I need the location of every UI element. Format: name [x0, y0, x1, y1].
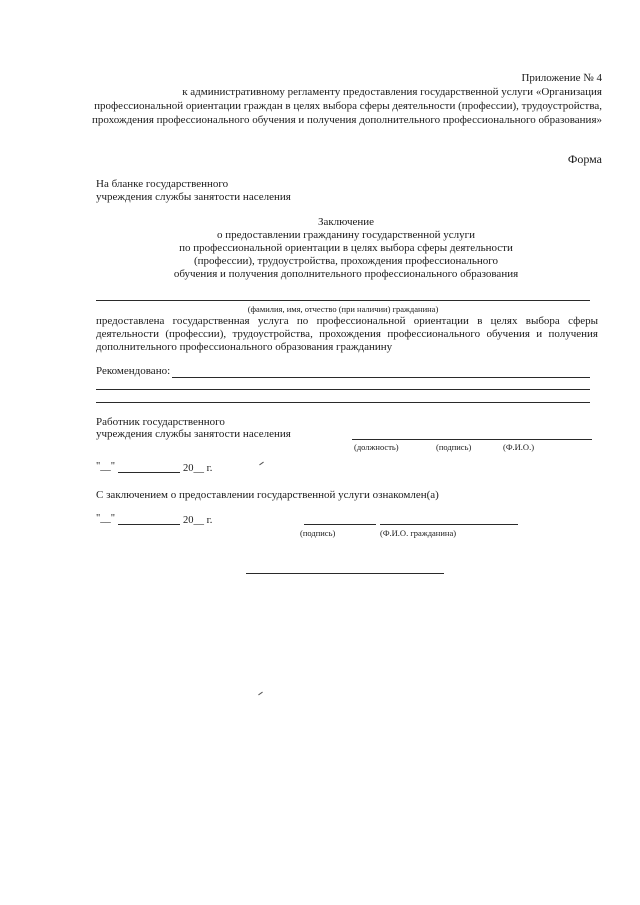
date-day: "__": [96, 461, 116, 472]
date-year: 20__ г.: [183, 463, 213, 474]
letterhead-line: На бланке государственного: [96, 178, 229, 190]
appendix-title: Приложение № 4: [521, 72, 602, 84]
worker-position-line[interactable]: [352, 439, 442, 440]
recommended-line[interactable]: [172, 377, 590, 378]
citizen-fio-caption: (Ф.И.О. гражданина): [380, 528, 457, 538]
worker-line: учреждения службы занятости населения: [96, 428, 291, 440]
recommended-label: Рекомендовано:: [96, 365, 171, 377]
recommended-line[interactable]: [96, 402, 590, 403]
conclusion-line: (профессии), трудоустройства, прохождения профессионального: [193, 255, 499, 267]
date-month-line[interactable]: [118, 472, 180, 473]
worker-line: Работник государственного: [96, 416, 225, 428]
citizen-name-line[interactable]: [96, 300, 590, 301]
date-month-line[interactable]: [118, 524, 180, 525]
recommended-line[interactable]: [96, 389, 590, 390]
conclusion-line: по профессиональной ориентации в целях выбора сферы деятельности: [179, 242, 513, 254]
body-line: дополнительного профессионального образования гражданину: [96, 341, 393, 353]
date-year: 20__ г.: [183, 515, 213, 526]
appendix-line: профессиональной ориентации граждан в целях выбора сферы деятельности (профессии), трудоустройства,: [94, 100, 602, 112]
acquainted-text: С заключением о предоставлении государственной услуги ознакомлен(а): [96, 489, 439, 501]
body-line: предоставлена государственная услуга по профессиональной ориентации в целях выбора сферы: [96, 315, 598, 327]
letterhead-line: учреждения службы занятости населения: [96, 191, 291, 203]
form-label: Форма: [567, 152, 602, 166]
date-day: "__": [96, 513, 116, 524]
conclusion-line: о предоставлении гражданину государственной услуги: [216, 229, 476, 241]
scan-speck: [259, 462, 264, 466]
citizen-name-caption: (фамилия, имя, отчество (при наличии) гражданина): [247, 304, 439, 314]
body-line: деятельности (профессии), трудоустройства, прохождения профессионального обучения и получения: [96, 328, 598, 340]
conclusion-line: обучения и получения дополнительного профессионального образования: [173, 268, 519, 280]
worker-fio-caption: (Ф.И.О.): [503, 442, 535, 452]
citizen-fio-line[interactable]: [380, 524, 518, 525]
closing-rule: [246, 573, 444, 574]
appendix-line: прохождения профессионального обучения и получения дополнительного профессионального образования»: [92, 114, 602, 126]
worker-fio-line[interactable]: [474, 439, 592, 440]
worker-signature-caption: (подпись): [436, 442, 472, 452]
conclusion-title: Заключение: [317, 216, 375, 228]
scan-speck: [258, 692, 263, 696]
citizen-signature-line[interactable]: [304, 524, 376, 525]
citizen-signature-caption: (подпись): [300, 528, 336, 538]
worker-position-caption: (должность): [354, 442, 399, 452]
appendix-line: к административному регламенту предоставления государственной услуги «Организация: [182, 86, 602, 98]
